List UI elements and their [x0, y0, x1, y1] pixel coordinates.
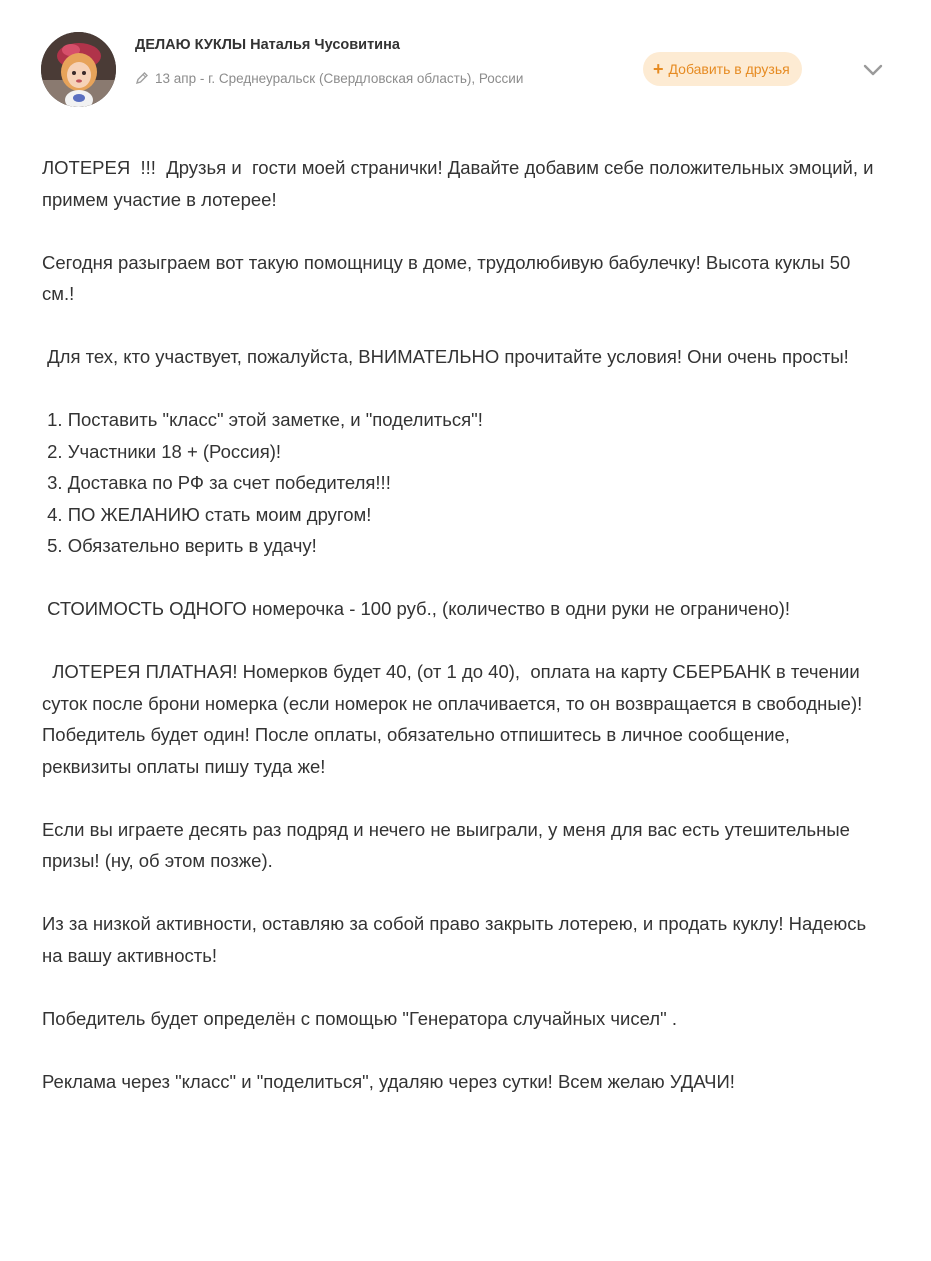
paragraph-conditions-intro: Для тех, кто участвует, пожалуйста, ВНИМАТЕЛЬНО прочитайте условия! Они очень просты!	[42, 346, 849, 367]
author-name[interactable]: ДЕЛАЮ КУКЛЫ Наталья Чусовитина	[135, 37, 400, 53]
post-body	[42, 152, 882, 1129]
paragraph-payment: ЛОТЕРЕЯ ПЛАТНАЯ! Номерков будет 40, (от 1 до 40), оплата на карту СБЕРБАНК в течении суток после брони номерка (если номерок не оплачивается, то он возвращается в свободные)! Победитель будет один! После оплаты, обязательно отпишитесь в личное сообщение, реквизиты оплаты пишу туда же!	[42, 661, 873, 777]
post-meta	[135, 64, 625, 93]
pencil-icon	[135, 71, 149, 85]
conditions-list	[42, 404, 882, 562]
chevron-down-icon[interactable]	[860, 58, 886, 82]
paragraph-prize: Сегодня разыграем вот такую помощницу в доме, трудолюбивую бабулечку! Высота куклы 50 см.!	[42, 251, 856, 304]
list-item: 1. Поставить "класс" этой заметке, и "поделиться"!	[42, 409, 483, 430]
paragraph-winner: Победитель будет определён с помощью "Генератора случайных чисел" .	[42, 1007, 677, 1029]
doll-avatar-icon	[41, 32, 116, 107]
paragraph-ads: Реклама через "класс" и "поделиться", удаляю через сутки! Всем желаю УДАЧИ!	[42, 1070, 735, 1092]
list-item: 2. Участники 18 + (Россия)!	[42, 440, 282, 462]
plus-icon: +	[653, 59, 664, 79]
avatar[interactable]	[41, 32, 116, 107]
list-item: 3. Доставка по РФ за счет победителя!!!	[42, 472, 391, 493]
add-friend-label: Добавить в друзья	[668, 61, 790, 77]
list-item: 4. ПО ЖЕЛАНИЮ стать моим другом!	[42, 503, 372, 525]
date-location: 13 апр - г. Среднеуральск (Свердловская область), России	[155, 71, 524, 86]
list-item: 5. Обязательно верить в удачу!	[42, 535, 317, 556]
paragraph-price: СТОИМОСТЬ ОДНОГО номерочка - 100 руб., (количество в одни руки не ограничено)!	[42, 598, 791, 619]
paragraph-activity: Из за низкой активности, оставляю за собой право закрыть лотерею, и продать куклу! Надеюсь на вашу активность!	[42, 913, 872, 966]
paragraph-intro: ЛОТЕРЕЯ !!! Друзья и гости моей странички! Давайте добавим себе положительных эмоций, и примем участие в лотерее!	[42, 157, 879, 210]
paragraph-consolation: Если вы играете десять раз подряд и нечего не выиграли, у меня для вас есть утешительные призы! (ну, об этом позже).	[42, 818, 856, 871]
add-friend-button[interactable]	[643, 52, 802, 86]
post-header	[0, 0, 931, 125]
